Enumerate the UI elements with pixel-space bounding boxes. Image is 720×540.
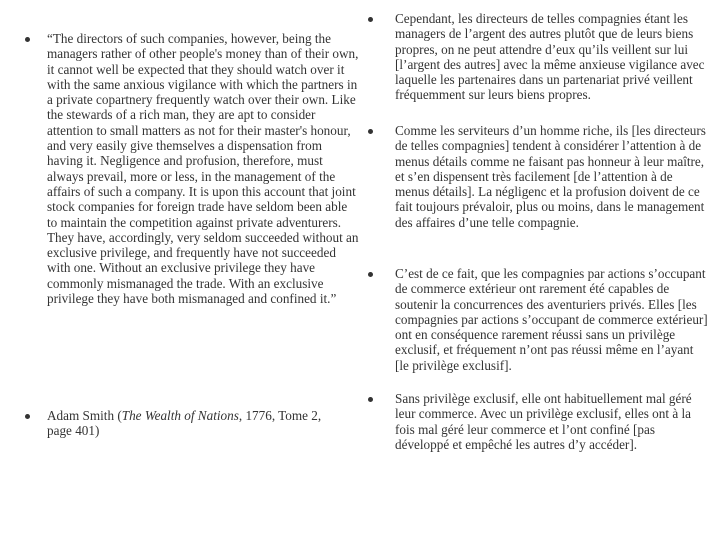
bullet-icon — [368, 272, 373, 277]
french-paragraph-text: Comme les serviteurs d’un homme riche, ils [les directeurs de telles compagnies] tendent à considérer l’attention à de menus détails comme ne faisant pas honneur à leur maître, et s’en dispensent très facilement [de l’attention à de menus détails]. La négligenc et la profusion doivent de ce fait toujours prévaloir, plus ou moins, dans le management des affaires d’une telle compagnie. — [395, 123, 706, 230]
bullet-icon — [368, 129, 373, 134]
citation-details: , 1776, Tome 2, page 401) — [47, 408, 322, 439]
bullet-icon — [25, 37, 30, 42]
quote-text: “The directors of such companies, however, being the managers rather of other people's money than of their own, it cannot well be expected that they should watch over it with the same anxious vigilance with which the partners in a private copartnery frequently watch over their own. Like the stewards of a rich man, they are apt to consider attention to small matters as not for their master's honour, and very easily give themselves a dispensation from having it. Negligence and profusion, therefore, must always prevail, more or less, in the management of the affairs of such a company. It is upon this account that joint stock companies for foreign trade have seldom been able to maintain the competition against private adventurers. They have, accordingly, very seldom succeeded without an exclusive privilege, and frequently have not succeeded with one. Without an exclusive privilege they have commonly mismanaged the trade. With an exclusive privilege they have both mismanaged and confined it.” — [47, 31, 359, 307]
french-paragraph-text: Cependant, les directeurs de telles compagnies étant les managers de l’argent des autres plutôt que de leurs biens propres, on ne peut attendre d’eux qu’ils veillent sur lui [l’argent des autres] avec la même anxieuse vigilance avec laquelle les partenaires dans un partenariat privé veillent fréquemment sur leurs biens propres. — [395, 11, 705, 103]
citation-author: Adam Smith ( — [47, 408, 122, 423]
bullet-icon — [368, 397, 373, 402]
bullet-icon — [25, 414, 30, 419]
french-paragraph-text: C’est de ce fait, que les compagnies par actions s’occupant de commerce extérieur ont rarement été capables de soutenir la concurrences des aventuriers privés. Elles [les compagnies par actions s’occupant de commerce extérieur] ont en conséquence rarement réussi sans un privilège exclusif, et fréquement n’ont pas réussi même en l’ayant [le privilège exclusif]. — [395, 266, 708, 373]
citation-book-title: The Wealth of Nations — [121, 408, 239, 423]
bullet-icon — [368, 17, 373, 22]
french-paragraph-text: Sans privilège exclusif, elle ont habituellement mal géré leur commerce. Avec un privilège exclusif, elles ont à la fois mal géré leur commerce et l’ont confiné [pas développé et empêché les autres d’y accéder]. — [395, 391, 692, 452]
citation-text — [47, 408, 347, 439]
